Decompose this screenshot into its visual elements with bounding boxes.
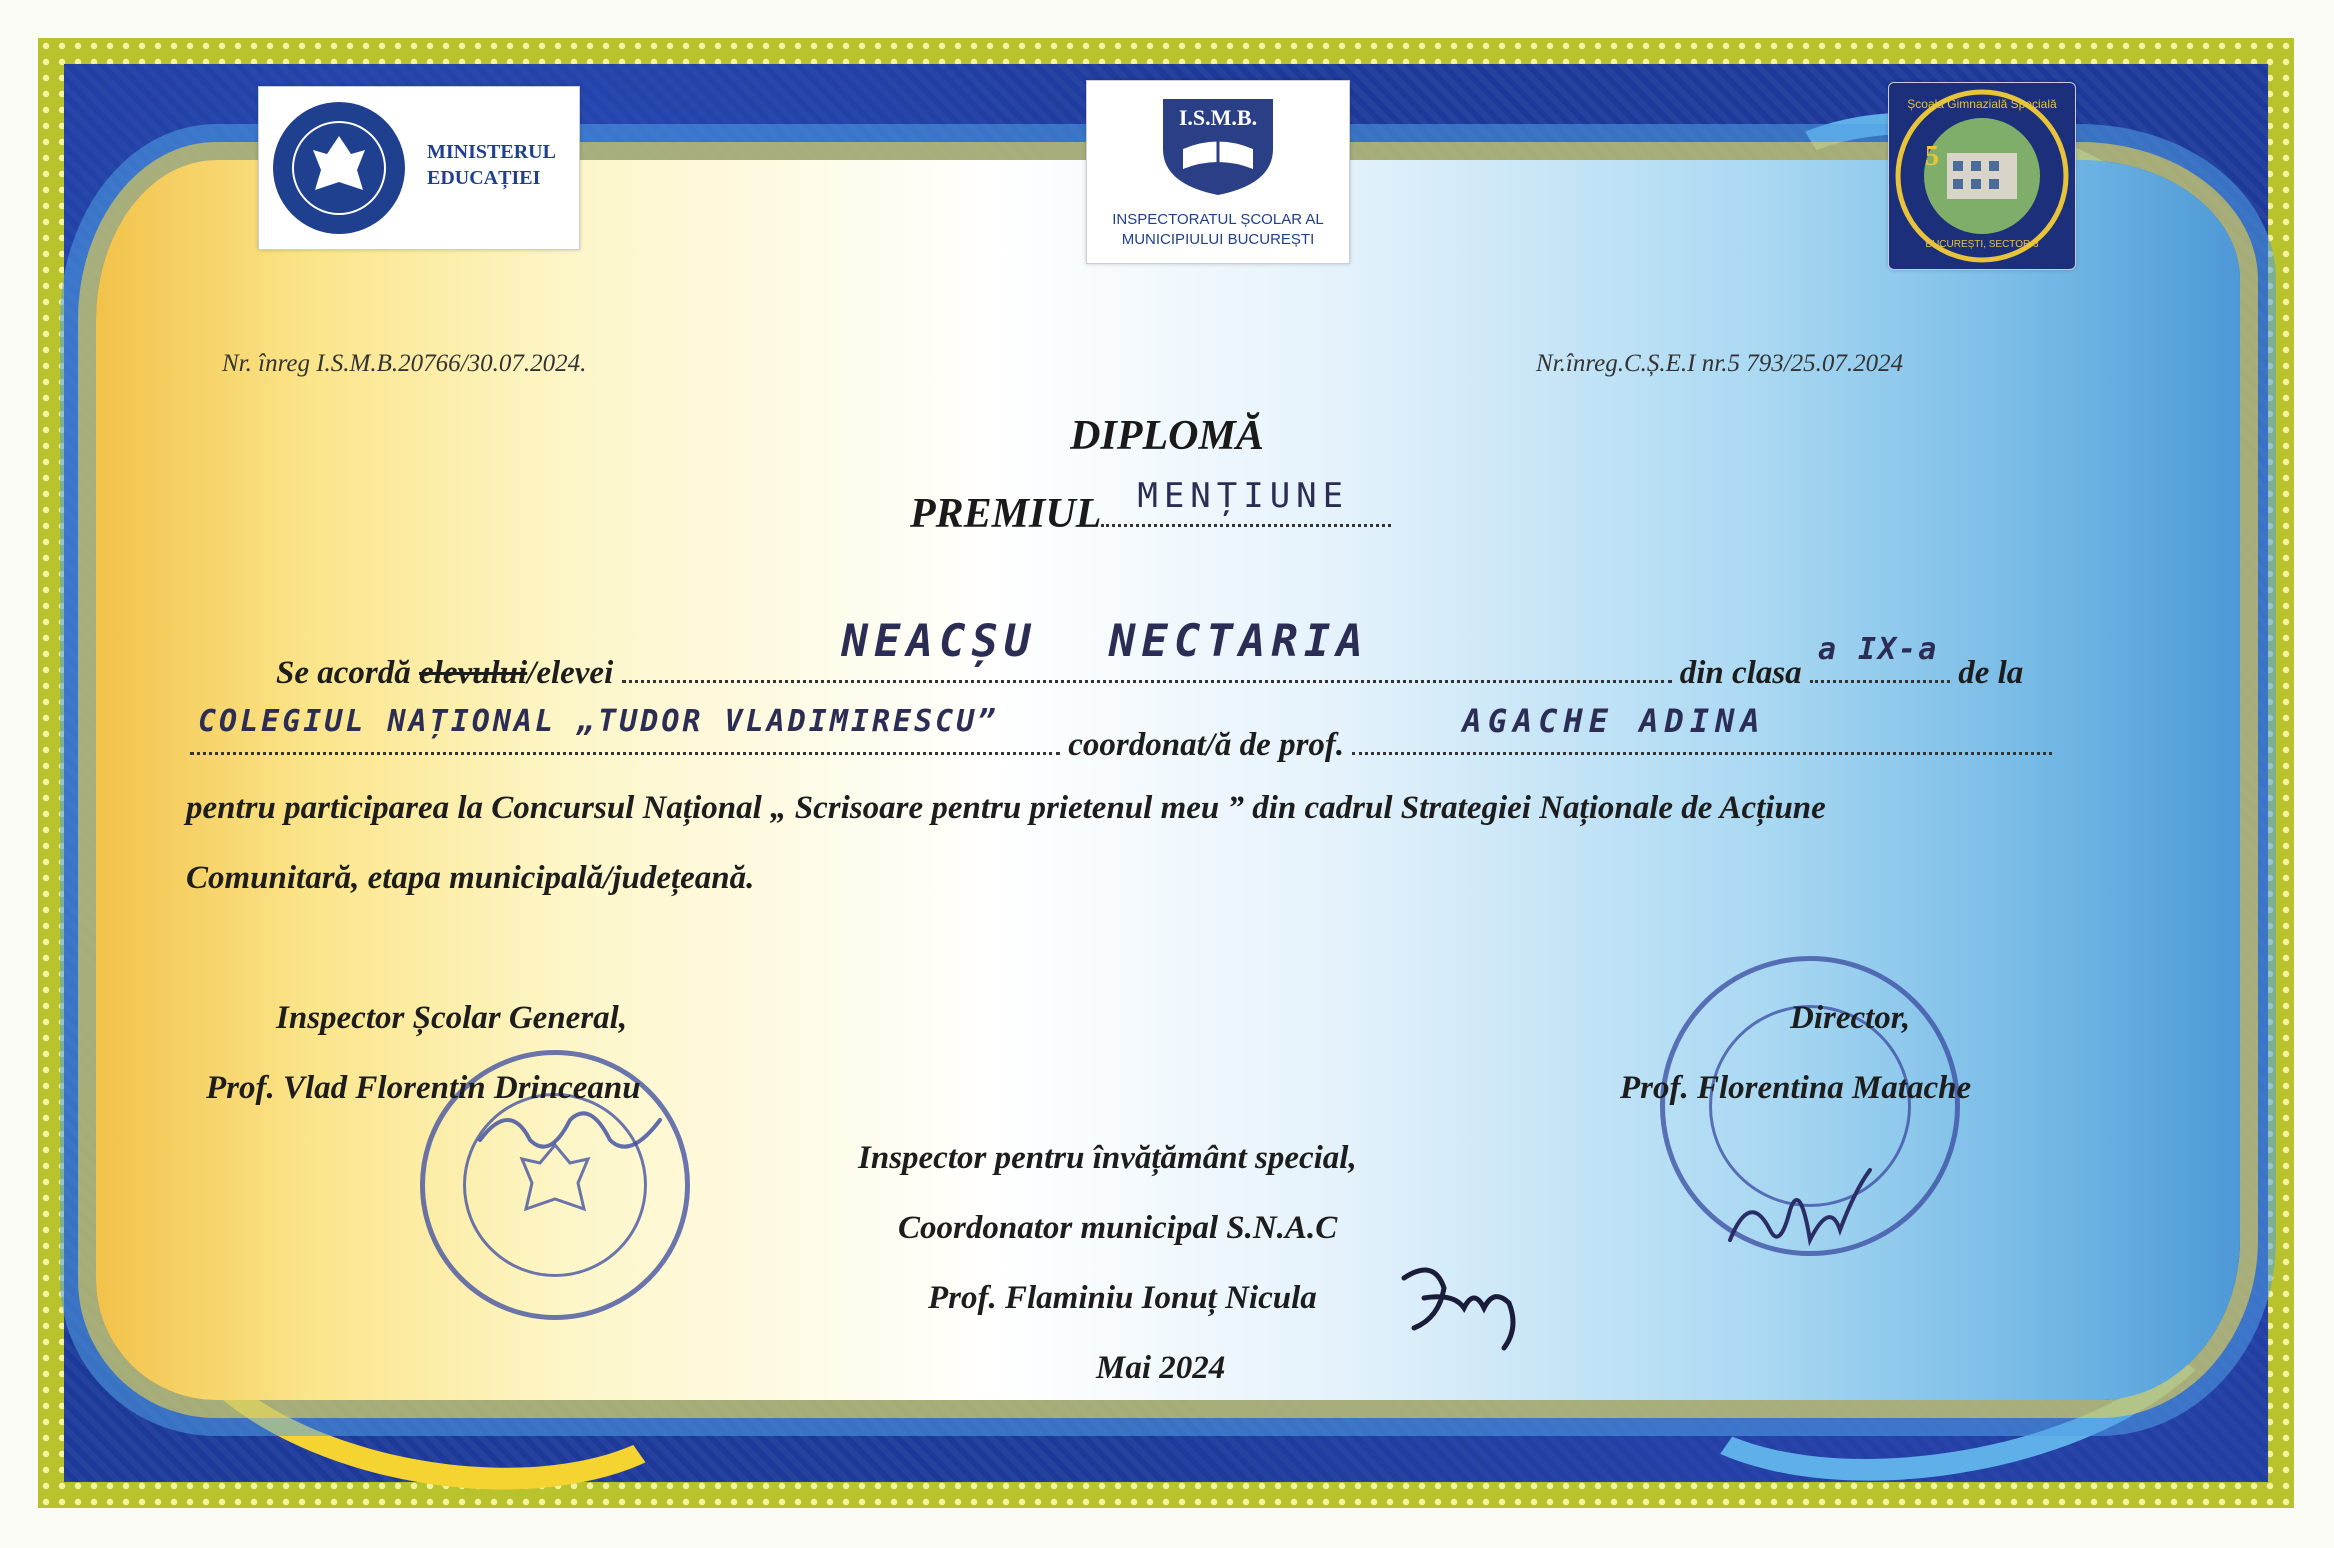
- ismb-logo: [1086, 80, 1350, 264]
- ministry-label-line2: EDUCAȚIEI: [427, 167, 541, 189]
- class-value: a IX-a: [1817, 632, 1939, 667]
- school-name: COLEGIUL NAȚIONAL „TUDOR VLADIMIRESCU”: [198, 704, 999, 739]
- prize-value: MENȚIUNE: [1137, 476, 1350, 516]
- ministry-logo: [258, 86, 580, 250]
- elevei-text: /elevei: [527, 655, 614, 691]
- center-signatory-role1: Inspector pentru învățământ special,: [858, 1140, 1357, 1176]
- school-ring-text-top: Școala Gimnazială Specială: [1907, 97, 2057, 111]
- issue-date: Mai 2024: [1096, 1350, 1226, 1386]
- center-handwritten-signature: [1384, 1248, 1544, 1368]
- left-signatory-name: Prof. Vlad Florentin Drinceanu: [206, 1070, 641, 1106]
- ministry-label-line1: MINISTERUL: [427, 141, 556, 163]
- school-ring-text-bottom: BUCUREȘTI, SECTOR 3: [1925, 239, 2039, 250]
- registration-right: Nr.înreg.C.Ș.E.I nr.5 793/25.07.2024: [1536, 350, 1904, 377]
- registration-left: Nr. înreg I.S.M.B.20766/30.07.2024.: [222, 350, 587, 377]
- student-name-dotted: [622, 616, 1672, 683]
- coordonat-text: coordonat/ă de prof.: [1068, 727, 1345, 763]
- student-name: NEACȘU NECTARIA: [841, 616, 1369, 667]
- din-clasa-text: din clasa: [1679, 655, 1802, 691]
- ismb-label-line2: MUNICIPIULUI BUCUREȘTI: [1121, 231, 1315, 248]
- award-paragraph-line1: pentru participarea la Concursul Național „ Scrisoare pentru prietenul meu ” din cadrul Strategiei Naționale de Acțiune: [186, 790, 1826, 826]
- elevului-struck: elevului: [419, 655, 528, 691]
- school-logo: [1888, 82, 2076, 270]
- teacher-name: AGACHE ADINA: [1462, 702, 1766, 740]
- ismb-badge-text: I.S.M.B.: [1178, 105, 1258, 130]
- right-signatory-role: Director,: [1790, 1000, 1911, 1036]
- ismb-label-line1: INSPECTORATUL ȘCOLAR AL: [1112, 211, 1324, 228]
- right-signatory-name: Prof. Florentina Matache: [1620, 1070, 1972, 1106]
- teacher-dotted: [1352, 702, 2052, 755]
- se-acorda-text: Se acordă: [276, 655, 411, 691]
- prize-line: [910, 476, 1391, 538]
- award-line-1: [276, 616, 2146, 692]
- school-dotted: [190, 704, 1060, 755]
- center-signatory-role2: Coordonator municipal S.N.A.C: [898, 1210, 1338, 1246]
- prize-value-dotted: [1101, 476, 1391, 527]
- prize-label: PREMIUL: [910, 491, 1102, 537]
- right-handwritten-signature: [1720, 1150, 1900, 1270]
- center-signatory-name: Prof. Flaminiu Ionuț Nicula: [928, 1280, 1317, 1316]
- award-line-2: [190, 702, 2130, 764]
- class-dotted: [1810, 632, 1950, 683]
- award-paragraph-line2: Comunitară, etapa municipală/județeană.: [186, 860, 755, 896]
- diploma-title: DIPLOMĂ: [1070, 413, 1264, 459]
- de-la-text: de la: [1958, 655, 2024, 691]
- left-signatory-role: Inspector Școlar General,: [276, 1000, 628, 1036]
- left-handwritten-signature: [470, 1090, 670, 1170]
- school-number: 5: [1925, 141, 1939, 172]
- government-emblem-icon: [269, 98, 409, 238]
